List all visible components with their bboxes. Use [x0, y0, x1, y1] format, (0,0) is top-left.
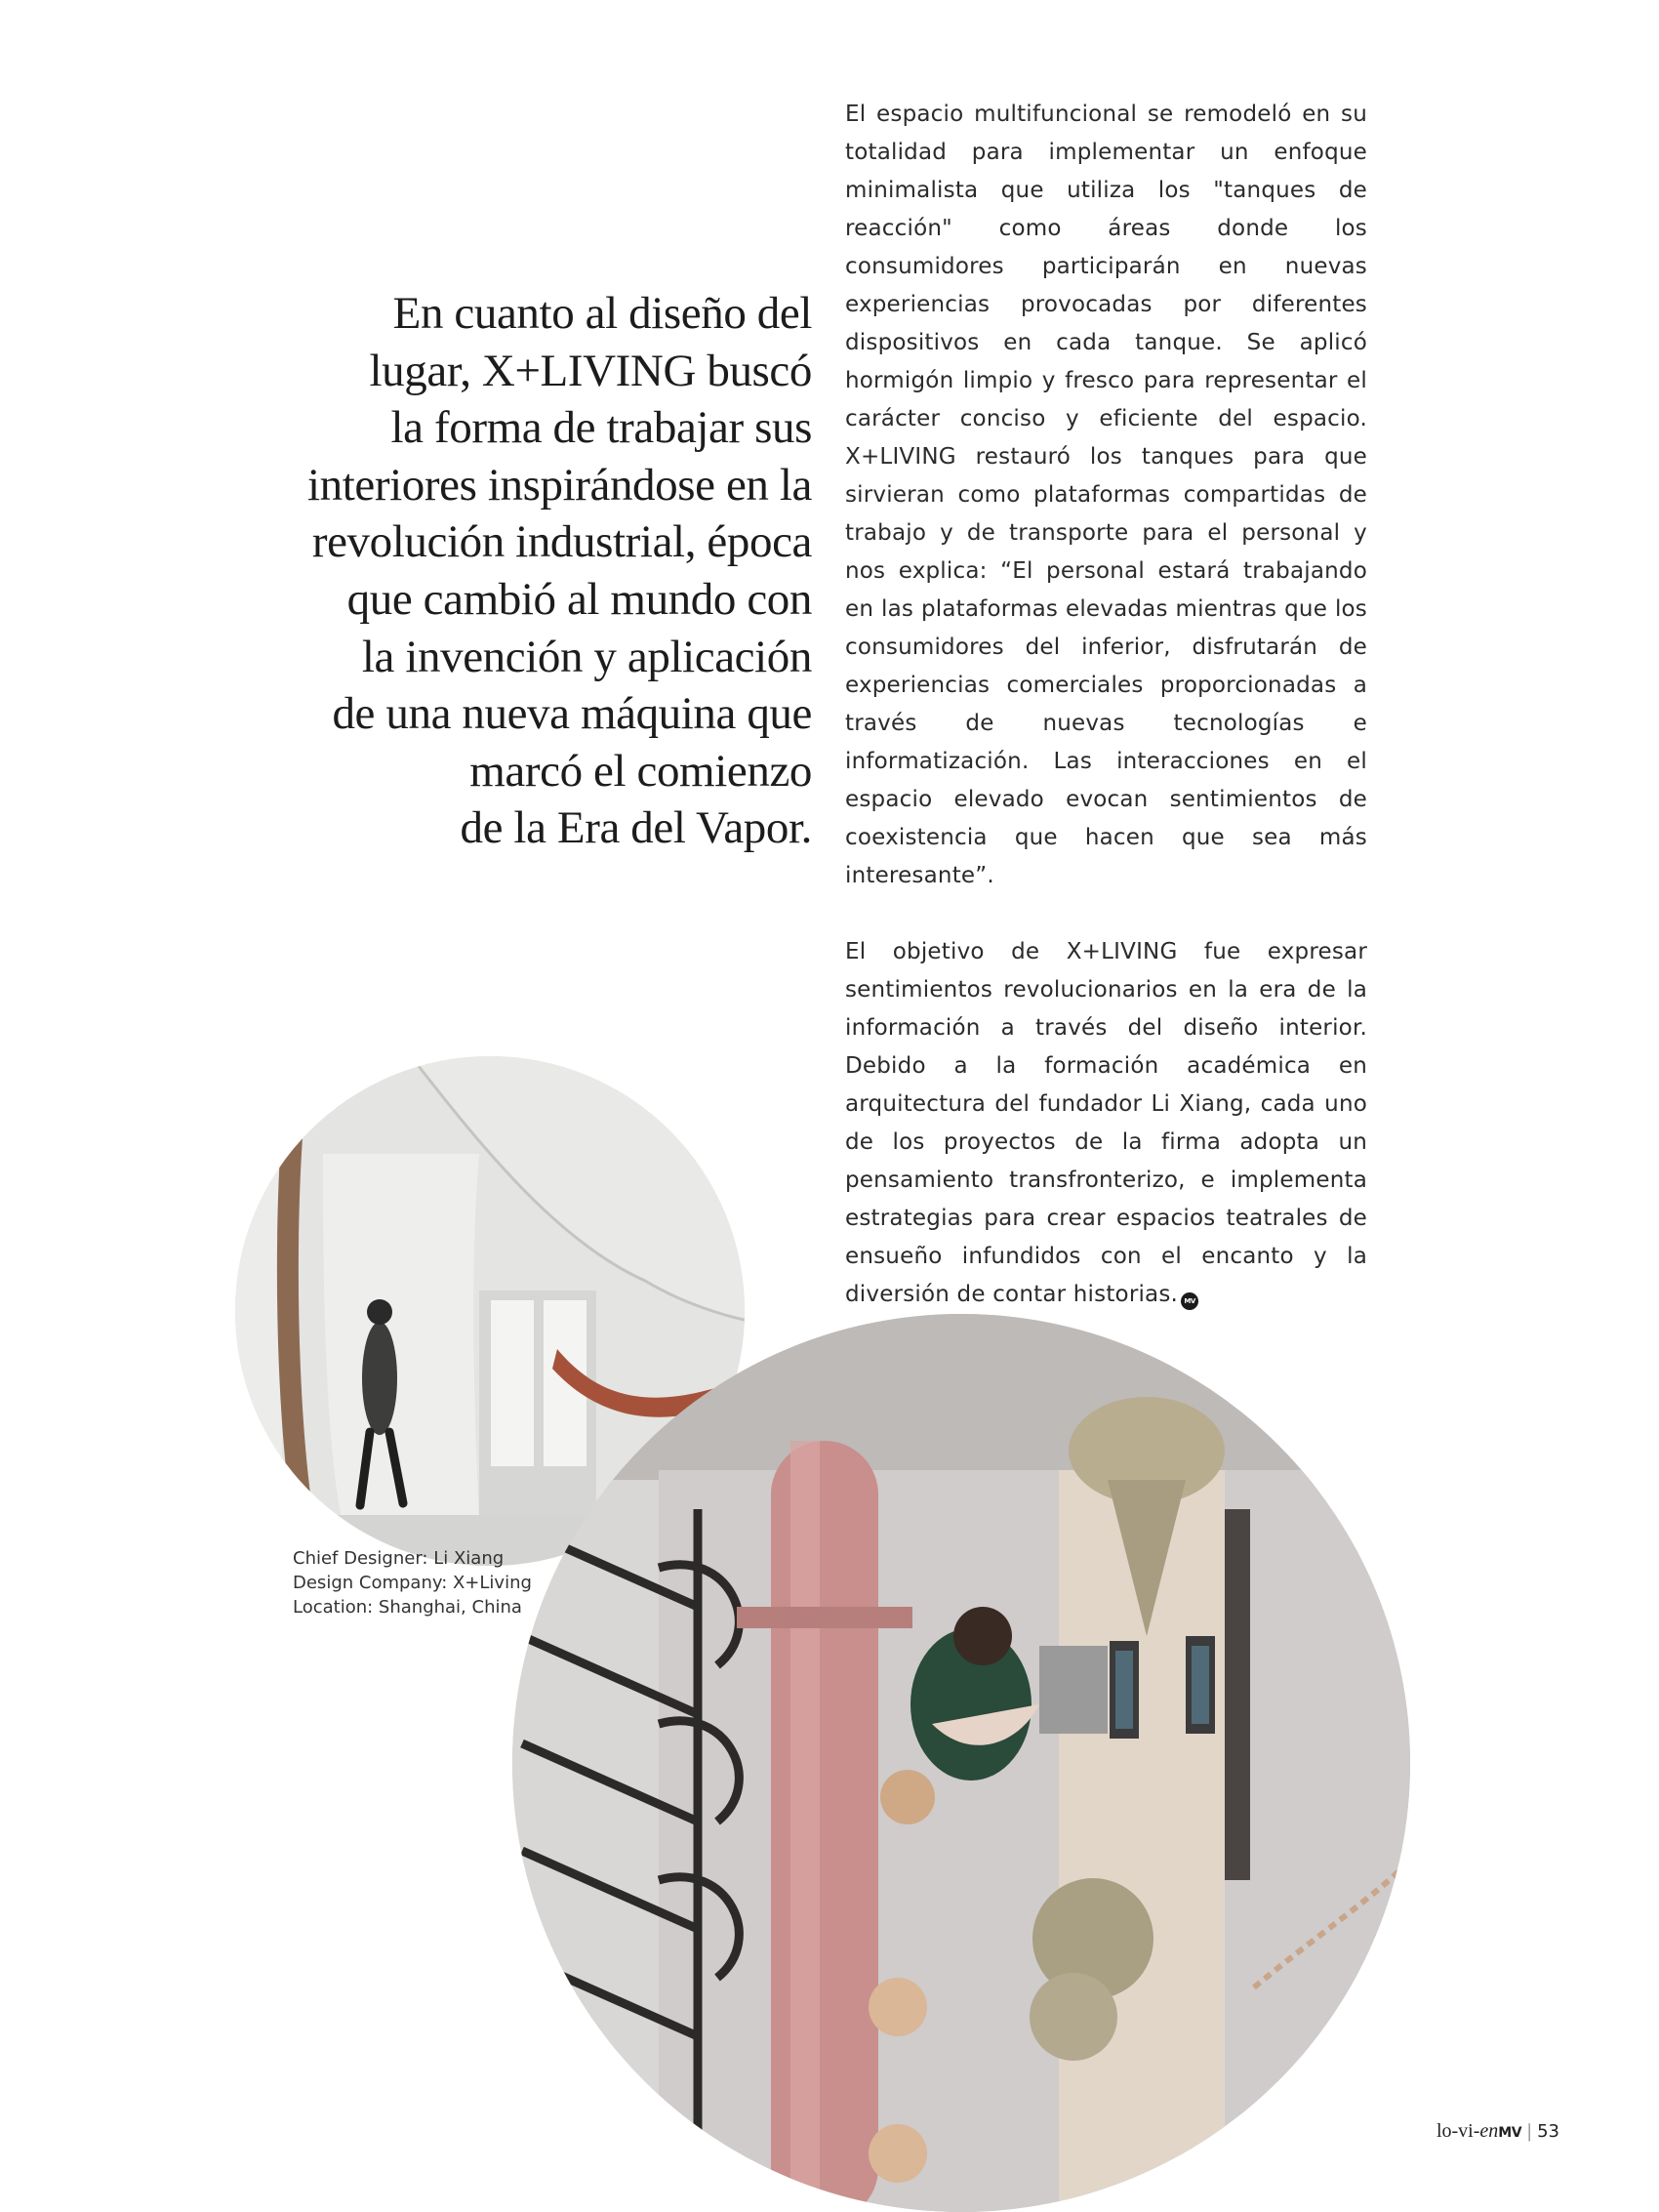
workspace-photo: [512, 1314, 1410, 2212]
body-paragraph-2: [845, 933, 1367, 1314]
brand-italic: en: [1479, 2120, 1499, 2142]
pull-quote: [273, 285, 812, 857]
pull-quote-line: marcó el comienzo: [469, 745, 812, 797]
article-body: [845, 96, 1367, 1314]
page-folio: [1436, 2120, 1559, 2143]
pull-quote-line: la forma de trabajar sus: [390, 402, 812, 454]
body-paragraph-1: El espacio multifuncional se remodeló en su totalidad para implementar un enfoque minimalista que utiliza los "tanques de reacción" como áreas donde los consumidores participarán en nuevas experiencias provocadas por diferentes dispositivos en cada tanque. Se aplicó hormigón limpio y fresco para representar el carácter conciso y eficiente del espacio. X+LIVING restauró los tanques para que sirvieran como plataformas compartidas de trabajo y de transporte para el personal y nos explica: “El personal estará trabajando en las plataformas elevadas mientras que los consumidores del inferior, disfrutarán de experiencias comerciales proporcionadas a través de nuevas tecnologías e informatización. Las interacciones en el espacio elevado evocan sentimientos de coexistencia que hacen que sea más interesante”.: [845, 102, 1367, 888]
pull-quote-line: interiores inspirándose en la: [307, 459, 812, 511]
body-paragraph-2-text: El objetivo de X+LIVING fue expresar sentimientos revolucionarios en la era de la información a través del diseño interior. Debido a la formación académica en arquitectura del fundador Li Xiang, cada uno de los proyectos de la firma adopta un pensamiento transfronterizo, e implementa estrategias para crear espacios teatrales de ensueño infundidos con el encanto y la diversión de contar historias.: [845, 939, 1367, 1307]
photo-credits: [293, 1546, 532, 1619]
pull-quote-line: revolución industrial, época: [311, 516, 812, 568]
end-mark-icon: MV: [1181, 1292, 1198, 1310]
magazine-brand: [1436, 2120, 1521, 2142]
folio-separator: |: [1527, 2120, 1532, 2142]
workspace-illustration: [512, 1314, 1410, 2212]
brand-prefix: lo-vi-: [1436, 2120, 1480, 2142]
pull-quote-line: que cambió al mundo con: [346, 573, 812, 625]
credit-location: Location: Shanghai, China: [293, 1597, 522, 1618]
page-number: 53: [1537, 2121, 1559, 2142]
brand-mark: MV: [1498, 2125, 1522, 2141]
credit-designer: Chief Designer: Li Xiang: [293, 1548, 505, 1569]
pull-quote-line: la invención y aplicación: [361, 631, 812, 682]
pull-quote-line: En cuanto al diseño del: [392, 288, 812, 339]
pull-quote-line: lugar, X+LIVING buscó: [369, 345, 812, 396]
credit-company: Design Company: X+Living: [293, 1573, 532, 1593]
pull-quote-line: de una nueva máquina que: [332, 688, 812, 740]
pull-quote-line: de la Era del Vapor.: [460, 802, 812, 854]
